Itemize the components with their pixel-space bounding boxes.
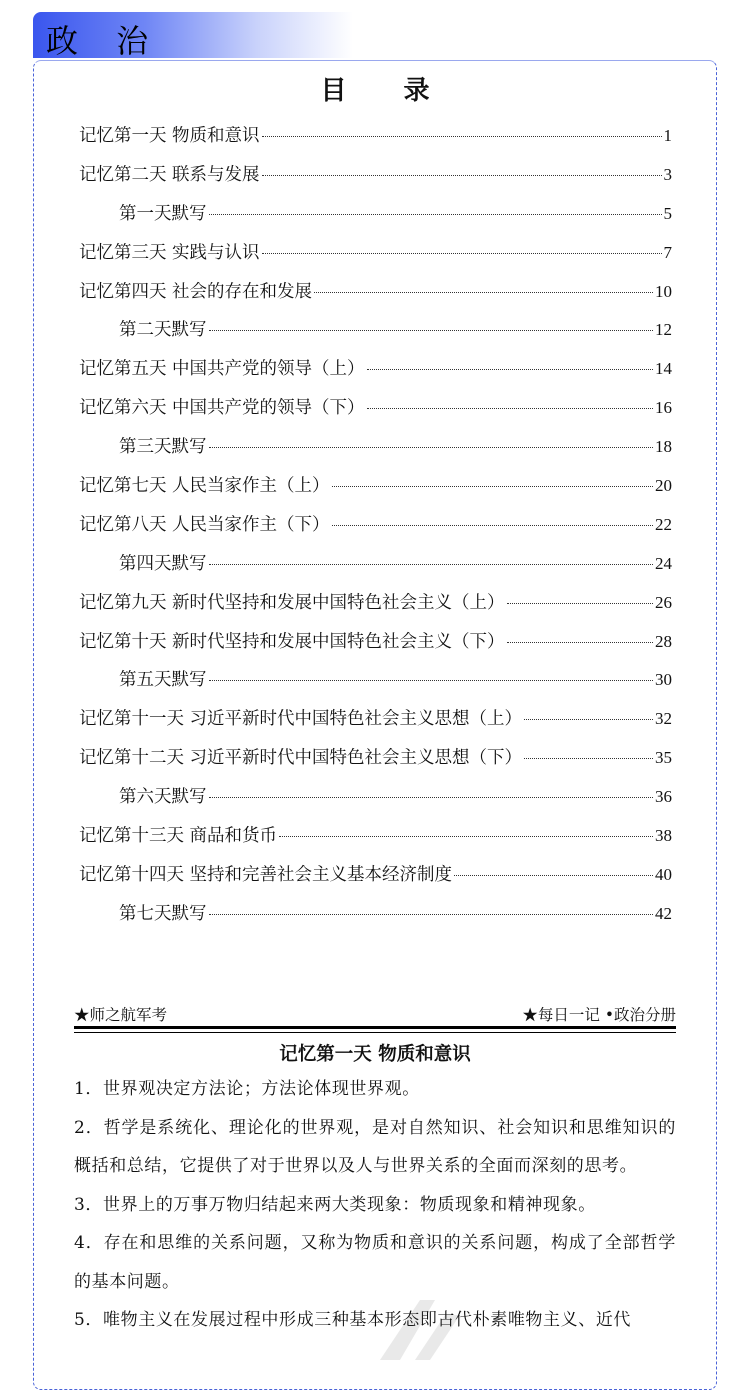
toc-entry-label: 记忆第七天 人民当家作主（上） (79, 476, 330, 497)
toc-leader-dots (209, 563, 654, 565)
toc-leader-dots (209, 679, 654, 681)
toc-leader-dots (262, 252, 662, 254)
toc-entry[interactable] (79, 506, 672, 545)
toc-leader-dots (209, 446, 654, 448)
toc-entry-page: 16 (655, 398, 672, 418)
toc-entry[interactable] (79, 856, 672, 895)
toc-entry-label: 第五天默写 (119, 670, 207, 691)
page2-header (74, 1003, 676, 1025)
toc-entry-label: 记忆第十三天 商品和货币 (79, 826, 278, 847)
toc-entry-label: 第三天默写 (119, 437, 207, 458)
toc-leader-dots (367, 368, 653, 370)
book-series-label: ★每日一记 •政治分册 (522, 1006, 676, 1024)
toc-leader-dots (209, 213, 662, 215)
toc-entry-label: 记忆第九天 新时代坚持和发展中国特色社会主义（上） (79, 592, 505, 613)
body-paragraph: 4．存在和思维的关系问题，又称为物质和意识的关系问题，构成了全部哲学的基本问题。 (74, 1233, 676, 1292)
toc-leader-dots (507, 641, 653, 643)
toc-entry[interactable] (79, 778, 672, 817)
body-paragraph: 5．唯物主义在发展过程中形成三种基本形态即古代朴素唯物主义、近代 (74, 1310, 632, 1330)
toc-leader-dots (507, 602, 653, 604)
toc-entry[interactable] (79, 545, 672, 584)
header-rule-thick (74, 1026, 676, 1029)
toc-leader-dots (454, 874, 653, 876)
toc-entry-label: 记忆第一天 物质和意识 (79, 126, 260, 146)
publisher-label: ★师之航军考 (74, 1006, 168, 1024)
toc-entry-page: 36 (655, 787, 672, 807)
toc-entry-page: 42 (655, 903, 672, 923)
toc-entry[interactable] (79, 273, 672, 312)
toc-entry-page: 1 (663, 126, 672, 145)
toc-entry-page: 28 (655, 631, 672, 651)
toc-entry-page: 38 (655, 826, 672, 846)
toc-entry[interactable] (79, 428, 672, 467)
toc-leader-dots (332, 485, 653, 487)
toc-leader-dots (209, 329, 654, 331)
toc-entry[interactable] (79, 700, 672, 739)
toc-leader-dots (332, 524, 653, 526)
toc-entry-page: 32 (655, 709, 672, 729)
toc-entry-label: 记忆第五天 中国共产党的领导（上） (79, 359, 365, 380)
toc-entry-page: 30 (655, 670, 672, 690)
toc-entry-page: 26 (655, 592, 672, 612)
body-paragraph: 1．世界观决定方法论；方法论体现世界观。 (74, 1079, 420, 1099)
toc-leader-dots (209, 913, 654, 915)
chapter-title: 记忆第一天 物质和意识 (279, 1044, 471, 1065)
watermark-graphic (360, 1290, 480, 1370)
toc-entry-label: 记忆第十二天 习近平新时代中国特色社会主义思想（下） (79, 748, 523, 769)
toc-entry-page: 12 (655, 320, 672, 340)
toc-entry-label: 记忆第六天 中国共产党的领导（下） (79, 398, 365, 419)
toc-entry[interactable] (79, 661, 672, 700)
toc-entry[interactable] (79, 467, 672, 506)
body-paragraph: 3．世界上的万事万物归结起来两大类现象：物质现象和精神现象。 (74, 1194, 596, 1215)
toc-entry-page: 14 (655, 359, 672, 379)
toc-entry-page: 24 (655, 553, 672, 573)
toc-entry-label: 记忆第四天 社会的存在和发展 (79, 281, 313, 302)
toc-entry[interactable] (79, 817, 672, 856)
toc-entry-label: 记忆第十四天 坚持和完善社会主义基本经济制度 (79, 864, 453, 885)
toc-leader-dots (209, 796, 654, 798)
toc-list (79, 117, 672, 934)
toc-entry-label: 第二天默写 (119, 320, 207, 341)
toc-heading: 目 录 (320, 76, 454, 106)
toc-leader-dots (314, 291, 653, 293)
toc-leader-dots (279, 835, 653, 837)
toc-entry[interactable] (79, 895, 672, 934)
toc-leader-dots (262, 174, 662, 176)
toc-entry[interactable] (79, 623, 672, 662)
toc-entry-page: 7 (663, 242, 672, 262)
toc-entry-label: 记忆第十一天 习近平新时代中国特色社会主义思想（上） (79, 709, 523, 730)
toc-entry-page: 3 (663, 164, 672, 184)
toc-entry-label: 第一天默写 (119, 203, 207, 224)
toc-entry-page: 22 (655, 514, 672, 534)
toc-entry-label: 记忆第三天 实践与认识 (79, 242, 260, 263)
toc-entry-page: 35 (655, 748, 672, 768)
toc-entry[interactable] (79, 350, 672, 389)
header-rule-thin (74, 1032, 676, 1033)
toc-leader-dots (524, 757, 653, 759)
toc-entry-label: 记忆第二天 联系与发展 (79, 164, 260, 185)
toc-entry[interactable] (79, 389, 672, 428)
toc-entry[interactable] (79, 311, 672, 350)
toc-entry[interactable] (79, 156, 672, 195)
body-paragraph: 2．哲学是系统化、理论化的世界观，是对自然知识、社会知识和思维知识的概括和总结，它提供了对于世界以及人与世界关系的全面而深刻的思考。 (74, 1117, 676, 1176)
toc-entry[interactable] (79, 117, 672, 156)
toc-entry-label: 第六天默写 (119, 787, 207, 808)
toc-entry-label: 第四天默写 (119, 553, 207, 574)
toc-entry-page: 40 (655, 864, 672, 884)
toc-entry[interactable] (79, 584, 672, 623)
toc-leader-dots (367, 407, 653, 409)
toc-entry-page: 20 (655, 476, 672, 496)
toc-entry-label: 记忆第十天 新时代坚持和发展中国特色社会主义（下） (79, 631, 505, 652)
toc-entry-page: 10 (655, 281, 672, 301)
toc-leader-dots (262, 135, 662, 137)
toc-entry[interactable] (79, 739, 672, 778)
toc-entry-page: 5 (663, 203, 672, 223)
toc-entry[interactable] (79, 195, 672, 234)
subject-title: 政 治 (46, 22, 163, 60)
toc-entry-label: 记忆第八天 人民当家作主（下） (79, 514, 330, 535)
toc-entry[interactable] (79, 234, 672, 273)
toc-leader-dots (524, 718, 653, 720)
toc-entry-page: 18 (655, 437, 672, 457)
toc-entry-label: 第七天默写 (119, 903, 207, 924)
